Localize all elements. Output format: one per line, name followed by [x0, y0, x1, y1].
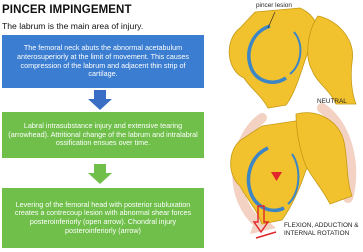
label-flexion-line2: INTERNAL ROTATION [284, 230, 350, 237]
label-pincer-lesion: pincer lesion [256, 2, 292, 9]
label-flexion-line1: FLEXION, ADDUCTION & [284, 222, 359, 229]
hip-neutral [229, 8, 356, 108]
step-box-2-text: Labral intrasubstance injury and extensive tearing (arrowhead). Attritional change of the labrum and intralabral ossification ensues over time. [8, 121, 198, 148]
step-box-3-text: Levering of the femoral head with posterior subluxation creates a contrecoup lesion with abnormal shear forces posteroinferiorly (open arrow). Chondral injury posteroinferiorly (arrow) [14, 199, 192, 235]
solid-arrow-icon [256, 232, 276, 238]
page-title: PINCER IMPINGEMENT [2, 4, 132, 16]
page-subtitle: The labrum is the main area of injury. [2, 21, 144, 31]
label-neutral: NEUTRAL [317, 98, 347, 105]
step-box-1-text: The femoral neck abuts the abnormal acetabulum anterosuperiorly at the limit of movement. This causes compression of the labrum and adjacent thin strip of cartilage. [16, 43, 190, 79]
